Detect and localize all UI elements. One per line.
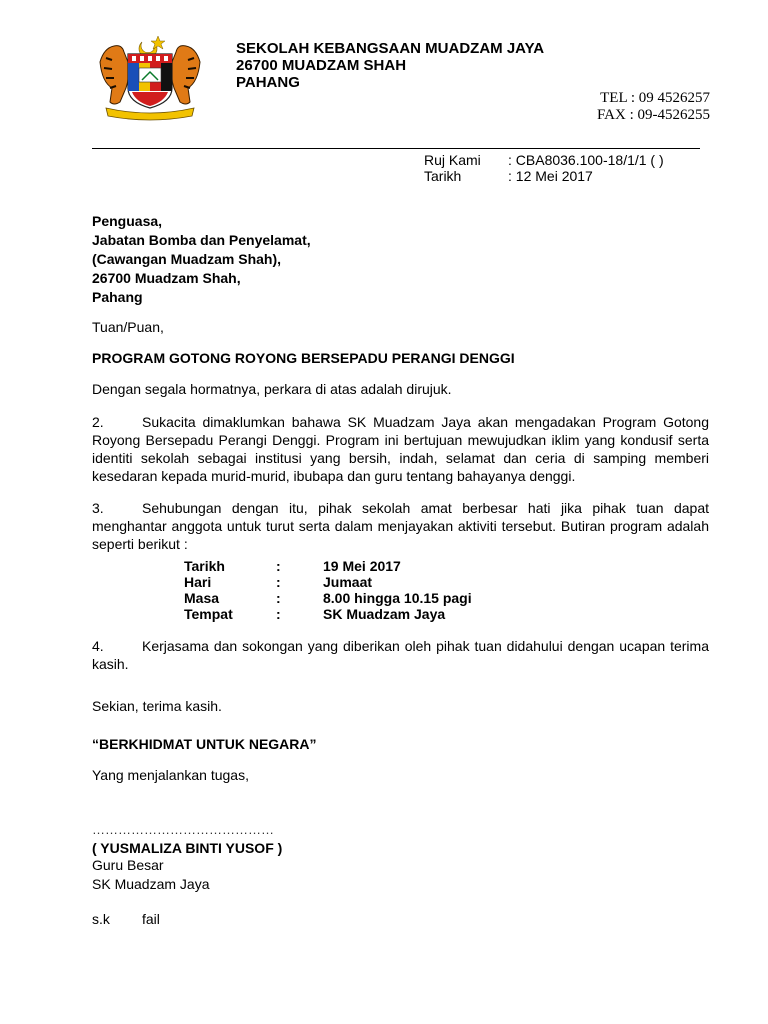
details-row [184,574,472,590]
detail-label: Hari [184,574,212,590]
closing-thanks: Sekian, terima kasih. [92,698,222,714]
signatory-title: Guru Besar [92,857,164,873]
tarikh-label: Tarikh [424,168,462,184]
paragraph-number: 4. [92,638,104,654]
school-state: PAHANG [236,74,300,91]
detail-colon: : [276,590,281,606]
paragraph-text: Sukacita dimaklumkan bahawa SK Muadzam Jaya akan mengadakan Program Gotong Royong Bersepadu Perangi Denggi. Program ini bertujuan mewujudkan iklim yang kondusif serta identiti sekolah sebagai institusi yang bersih, indah, selamat dan ceria di samping memberi kesedaran kepada murid-murid, ibubapa dan guru tentang bahayanya denggi. [92,414,709,484]
paragraph-text: Kerjasama dan sokongan yang diberikan oleh pihak tuan didahului dengan ucapan terima kasih. [92,638,709,672]
fax-number: FAX : 09-4526255 [596,107,710,123]
details-row [184,606,472,622]
detail-label: Masa [184,590,220,606]
detail-label: Tempat [184,606,233,622]
recipient-line: Pahang [92,289,143,305]
details-row [184,590,472,606]
detail-colon: : [276,606,281,622]
coat-of-arms-logo [92,32,208,124]
letter-subject: PROGRAM GOTONG ROYONG BERSEPADU PERANGI DENGGI [92,350,515,366]
paragraph-1: Dengan segala hormatnya, perkara di atas adalah dirujuk. [92,381,452,397]
ruj-label: Ruj Kami [424,152,481,168]
tarikh-value: : 12 Mei 2017 [508,168,593,184]
paragraph-3 [92,499,709,553]
signature-line: …………………………………… [92,822,274,837]
telephone-number: TEL : 09 4526257 [600,90,710,106]
recipient-address [92,212,311,307]
recipient-line: Penguasa, [92,213,163,229]
cc-value: fail [142,911,160,927]
reference-block [424,151,664,186]
detail-value: 19 Mei 2017 [323,558,401,574]
closing-motto: “BERKHIDMAT UNTUK NEGARA” [92,736,317,752]
carbon-copy [92,911,160,927]
signatory-school: SK Muadzam Jaya [92,876,210,892]
school-address: 26700 MUADZAM SHAH [236,57,407,74]
detail-colon: : [276,558,281,574]
recipient-line: (Cawangan Muadzam Shah), [92,251,282,267]
paragraph-number: 3. [92,500,104,516]
school-name: SEKOLAH KEBANGSAAN MUADZAM JAYA [236,40,545,57]
closing-duty: Yang menjalankan tugas, [92,767,249,783]
paragraph-text: Sehubungan dengan itu, pihak sekolah amat berbesar hati jika pihak tuan dapat menghantar anggota untuk turut serta dalam menjayakan aktiviti tersebut. Butiran program adalah seperti berikut : [92,500,709,552]
recipient-line: Jabatan Bomba dan Penyelamat, [92,232,311,248]
detail-colon: : [276,574,281,590]
recipient-line: 26700 Muadzam Shah, [92,270,241,286]
paragraph-2 [92,413,709,485]
cc-label: s.k [92,911,110,927]
detail-value: SK Muadzam Jaya [323,606,446,622]
detail-value: 8.00 hingga 10.15 pagi [323,590,472,606]
program-details-table [184,558,472,622]
salutation: Tuan/Puan, [92,319,164,335]
details-row [184,558,472,574]
detail-value: Jumaat [323,574,373,590]
ruj-value: : CBA8036.100-18/1/1 ( ) [508,152,664,168]
paragraph-4 [92,637,709,673]
paragraph-number: 2. [92,414,104,430]
header-divider [92,148,700,149]
signatory-name: ( YUSMALIZA BINTI YUSOF ) [92,840,283,856]
detail-label: Tarikh [184,558,225,574]
